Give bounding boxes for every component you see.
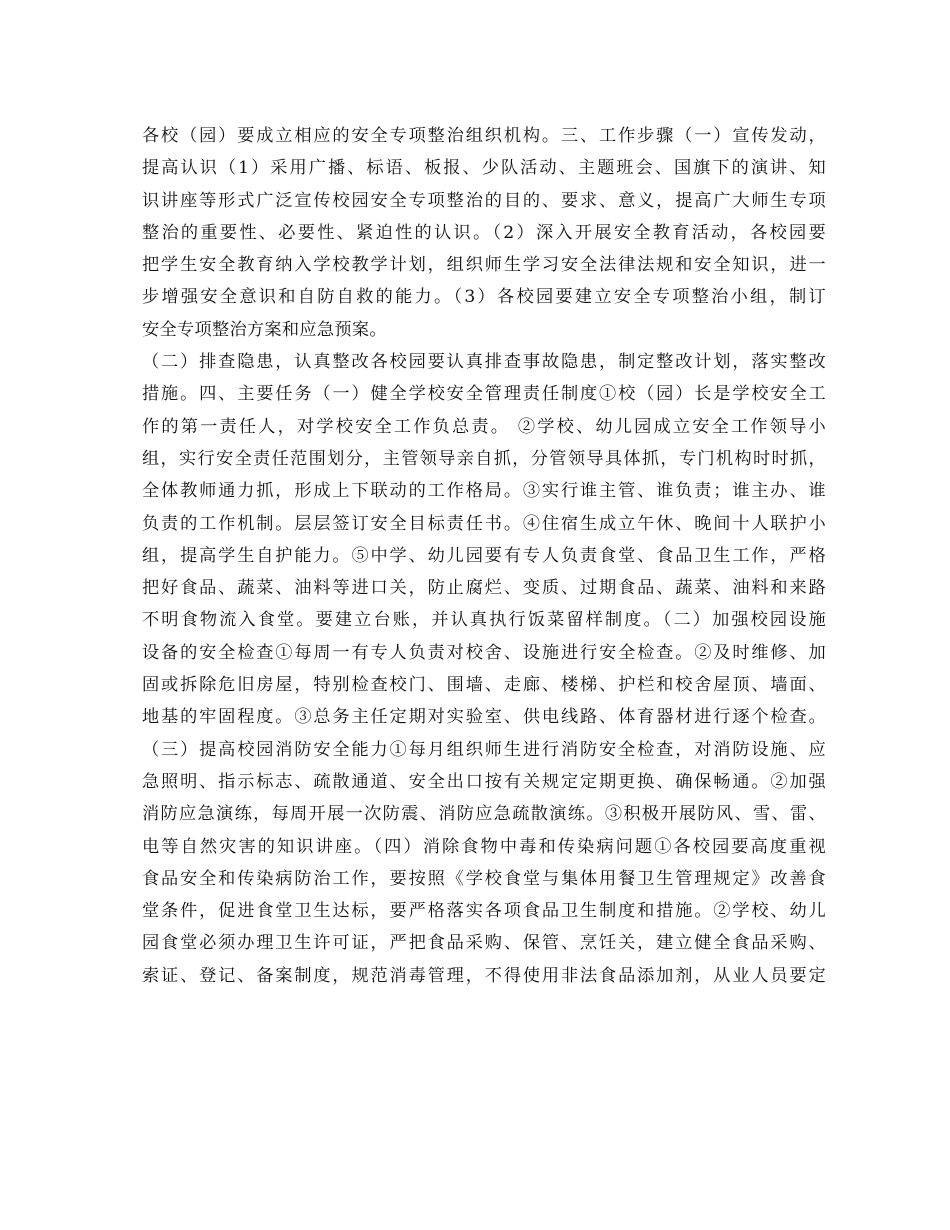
text-line: 园食堂必须办理卫生许可证，严把食品采购、保管、烹饪关，建立健全食品采购、 [142,933,826,954]
text-line: 堂条件，促进食堂卫生达标，要严格落实各项食品卫生制度和措施。②学校、幼儿 [142,901,826,922]
text-line: 负责的工作机制。层层签订安全目标责任书。④住宿生成立午休、晚间十人联护小 [142,513,826,534]
body-text [142,120,826,992]
text-line: 索证、登记、备案制度，规范消毒管理，不得使用非法食品添加剂，从业人员要定 [142,965,826,986]
text-line: 不明食物流入食堂。要建立台账，并认真执行饭菜留样制度。（二）加强校园设施 [142,610,826,631]
text-line: 组，提高学生自护能力。⑤中学、幼儿园要有专人负责食堂、食品卫生工作，严格 [142,545,826,566]
text-line: 地基的牢固程度。③总务主任定期对实验室、供电线路、体育器材进行逐个检查。 [142,707,826,728]
text-line: 把学生安全教育纳入学校教学计划，组织师生学习安全法律法规和安全知识，进一 [142,255,826,276]
text-line: 电等自然灾害的知识讲座。（四）消除食物中毒和传染病问题①各校园要高度重视 [142,836,826,857]
text-line: 安全专项整治方案和应急预案。 [142,319,387,340]
text-line: 固或拆除危旧房屋，特别检查校门、围墙、走廊、楼梯、护栏和校舍屋顶、墙面、 [142,675,826,696]
text-line: 整治的重要性、必要性、紧迫性的认识。（2）深入开展安全教育活动，各校园要 [142,222,826,243]
text-line: 提高认识（1）采用广播、标语、板报、少队活动、主题班会、国旗下的演讲、知 [142,158,826,179]
text-line: （三）提高校园消防安全能力①每月组织师生进行消防安全检查，对消防设施、应 [142,739,826,760]
text-line: 组，实行安全责任范围划分，主管领导亲自抓，分管领导具体抓，专门机构时时抓， [142,448,826,469]
text-line: 设备的安全检查①每周一有专人负责对校舍、设施进行安全检查。②及时维修、加 [142,642,826,663]
text-line: 全体教师通力抓，形成上下联动的工作格局。③实行谁主管、谁负责；谁主办、谁 [142,481,826,502]
text-line: 步增强安全意识和自防自救的能力。（3）各校园要建立安全专项整治小组，制订 [142,287,826,308]
text-line: 食品安全和传染病防治工作，要按照《学校食堂与集体用餐卫生管理规定》改善食 [142,868,826,889]
text-line: 急照明、指示标志、疏散通道、安全出口按有关规定定期更换、确保畅通。②加强 [142,771,826,792]
text-line: 作的第一责任人，对学校安全工作负总责。 ②学校、幼儿园成立安全工作领导小 [142,416,826,437]
text-line: 把好食品、蔬菜、油料等进口关，防止腐烂、变质、过期食品、蔬菜、油料和来路 [142,578,826,599]
text-line: 消防应急演练，每周开展一次防震、消防应急疏散演练。③积极开展防风、雪、雷、 [142,804,826,825]
text-line: 各校（园）要成立相应的安全专项整治组织机构。三、工作步骤（一）宣传发动， [142,126,826,146]
text-line: （二）排查隐患，认真整改各校园要认真排查事故隐患，制定整改计划，落实整改 [142,352,826,373]
text-line: 识讲座等形式广泛宣传校园安全专项整治的目的、要求、意义，提高广大师生专项 [142,190,826,211]
text-line: 措施。四、主要任务（一）健全学校安全管理责任制度①校（园）长是学校安全工 [142,384,826,405]
